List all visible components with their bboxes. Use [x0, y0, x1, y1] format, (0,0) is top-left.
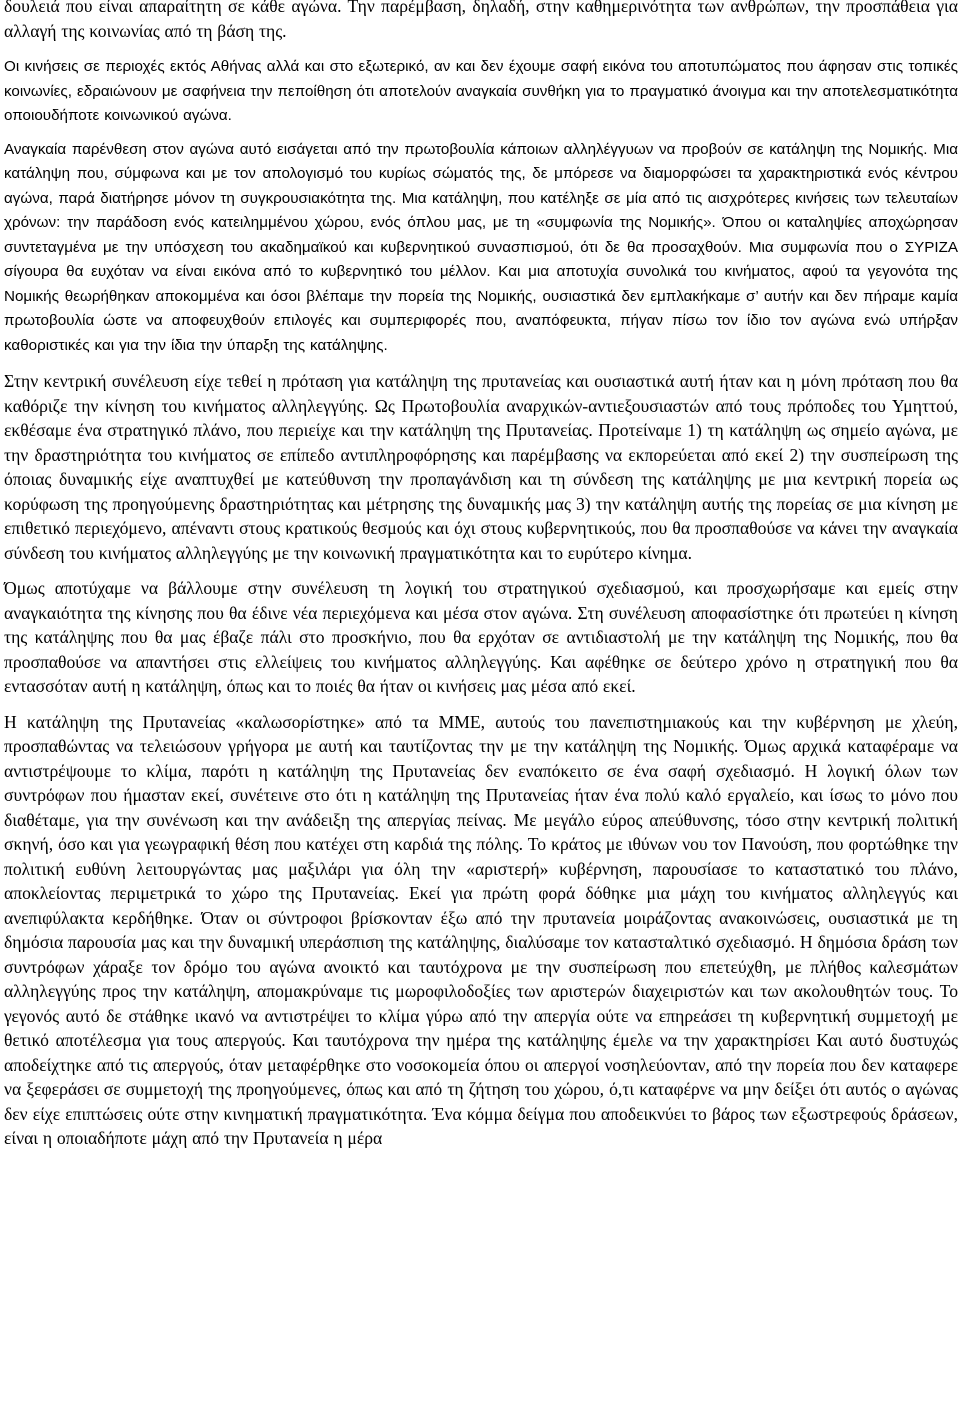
document-page [4, 0, 958, 1151]
paragraph-4: Στην κεντρική συνέλευση είχε τεθεί η πρόταση για κατάληψη της πρυτανείας και ουσιαστικά αυτή ήταν και η μόνη πρόταση που θα καθόριζε την κίνηση του κινήματος αλληλεγγύης. Ως Πρωτοβουλία αναρχικών-αντιεξουσιαστών από τους πρόποδες του Υμηττού, εκθέσαμε ένα στρατηγικό πλάνο, που περιείχε και την κατάληψη της Πρυτανείας. Προτείναμε 1) τη κατάληψη ως σημείο αγώνα, με την δραστηριότητα του κινήματος σε επίπεδο αντιπληροφόρησης και παρέμβασης να εκπορεύεται από εκεί 2) την συσπείρωση της όποιας δυναμικής είχε αναπτυχθεί με κατεύθυνση την προπαγάνδιση και τη σύνδεση της κατάληψης με μια κεντρική πορεία ως κορύφωση της προηγούμενης δραστηριότητας και μέτρησης της δυναμικής μας 3) την κατάληψη αυτής της πορείας σε μια κίνηση με επιθετικό περιεχόμενο, απέναντι στους κρατικούς θεσμούς και όχι στους κυβερνητικούς, που θα προσπαθούσε να κάνει την αναγκαία σύνδεση του κινήματος αλληλεγγύης με την κοινωνική πραγματικότητα και το ευρύτερο κίνημα. [4, 371, 958, 563]
paragraph-1: δουλειά που είναι απαραίτητη σε κάθε αγώνα. Την παρέμβαση, δηλαδή, στην καθημερινότητα των ανθρώπων, την προσπάθεια για αλλαγή της κοινωνίας από τη βάση της. [4, 0, 958, 41]
paragraph-2: Οι κινήσεις σε περιοχές εκτός Αθήνας αλλά και στο εξωτερικό, αν και δεν έχουμε σαφή εικόνα του αποτυπώματος που άφησαν στις τοπικές κοινωνίες, εδραιώνουν με σαφήνεια την πεποίθηση ότι αποτελούν αναγκαία συνθήκη για το πραγματικό άνοιγμα και την αποτελεσματικότητα οποιουδήποτε κοινωνικού αγώνα. [4, 58, 958, 124]
paragraph-3: Αναγκαία παρένθεση στον αγώνα αυτό εισάγεται από την πρωτοβουλία κάποιων αλληλέγγυων να προβούν σε κατάληψη της Νομικής. Μια κατάληψη που, σύμφωνα και με τον απολογισμό του κυρίως σώματός της, δε μπόρεσε να διαμορφώσει τα χαρακτηριστικά ενός κέντρου αγώνα, παρά διατήρησε μόνον τη συγκρουσιακότητα της. Μια κατάληψη, που κατέληξε σε μία από τις αισχρότερες κινήσεις των τελευταίων χρόνων: την παράδοση ενός κατειλημμένου χώρου, ενός όπλου μας, με τη «συμφωνία της Νομικής». Όπου οι καταληψίες αποχώρησαν συντεταγμένα με την υπόσχεση του ακαδημαϊκού και κυβερνητικού συνασπισμού, ότι δε θα προσαχθούν. Μια συμφωνία που ο ΣΥΡΙΖΑ σίγουρα θα ευχόταν να είναι εικόνα από το κυβερνητικό του μέλλον. Και μια αποτυχία συνολικά του κινήματος, αφού τα γεγονότα της Νομικής θεωρήθηκαν αποκομμένα και όσοι βλέπαμε την πορεία της Νομικής, ουσιαστικά δεν εμπλακήκαμε σ’ αυτήν και δεν πήραμε καμία πρωτοβουλία ώστε να αποφευχθούν επιλογές και συμπεριφορές που, αναπόφευκτα, πήγαν πίσω τον ίδιο τον αγώνα ενώ υπήρξαν καθοριστικές και για την ίδια την ύπαρξη της κατάληψης. [4, 140, 958, 354]
paragraph-5: Όμως αποτύχαμε να βάλλουμε στην συνέλευση τη λογική του στρατηγικού σχεδιασμού, και προσχωρήσαμε και εμείς στην αναγκαιότητα της κίνησης που θα έδινε νέα περιεχόμενα και μέσα στον αγώνα. Στη συνέλευση αποφασίστηκε ότι πρωτεύει η κίνηση της κατάληψης που θα μας έβαζε πάλι στο προσκήνιο, που θα ερχόταν σε αντιδιαστολή με την κατάληψη της Νομικής, που θα προσπαθούσε να απαντήσει στις ελλείψεις του κινήματος αλληλεγγύης. Και αφέθηκε σε δεύτερο χρόνο η στρατηγική που θα εντασσόταν αυτή η κατάληψη, όπως και το ποιές θα ήταν οι κινήσεις μας μέσα από εκεί. [4, 578, 958, 696]
paragraph-6: Η κατάληψη της Πρυτανείας «καλωσορίστηκε» από τα ΜΜΕ, αυτούς του πανεπιστημιακούς και την κυβέρνηση με χλεύη, προσπαθώντας να τελειώσουν γρήγορα με αυτή και ταυτίζοντας την με την κατάληψη της Νομικής. Όμως αρχικά καταφέραμε να αντιστρέψουμε το κλίμα, παρότι η κατάληψη της Πρυτανείας δεν εναπόκειτο σε ένα σαφή σχεδιασμό. Η λογική όλων των συντρόφων που ήμασταν εκεί, συνέτεινε στο ότι η κατάληψη της Πρυτανείας ήταν ένα πολύ καλό εργαλείο, και ίσως το μόνο που διαθέταμε, για την συνένωση και την ανάδειξη της απεργίας πείνας. Με μεγάλο εύρος απεύθυνσης, τόσο στην κεντρική πολιτική σκηνή, όσο και για γεωγραφική θέση που κατέχει στη καρδιά της πόλης. Το κράτος με ιθύνων νου τον Πανούση, που φορτώθηκε την πολιτική ευθύνη λειτουργώντας μας μαξιλάρι για όλη την «αριστερή» κυβέρνηση, παρουσίασε το καταστατικό του πλάνο, αποκλείοντας περιμετρικά το χώρο της Πρυτανείας. Εκεί για πρώτη φορά δόθηκε μια μάχη του κινήματος αλληλεγγύς και ανεπιφύλακτα κερδήθηκε. Όταν οι σύντροφοι βρίσκονταν έξω από την πρυτανεία μοιράζοντας ανακοινώσεις, ουσιαστικά με τη δημόσια παρουσία μας και την δυναμική υπεράσπιση της κατάληψης, διαλύσαμε τον κατασταλτικό σχεδιασμό. Η δημόσια δράση των συντρόφων χάραξε τον δρόμο του αγώνα ανοικτό και ταυτόχρονα με την συσπείρωση που επετεύχθη, με πλήθος καλεσμάτων αλληλεγγύης προς την κατάληψη, απομακρύναμε τις μωροφιλοδοξίες των αριστερών διαχειριστών και των ακολουθητών τους. Το γεγονός αυτό δε στάθηκε ικανό να αντιστρέψει το κλίμα γύρω από την απεργία ούτε να επηρεάσει τη κυβερνητική συμμετοχή με θετικό αποτέλεσμα για τους απεργούς. Και ταυτόχρονα την ημέρα της κατάληψης έμελε να την χαρακτηρίσει Και αυτό δυστυχώς αποδείχτηκε από τις απεργούς, όταν μεταφέρθηκε στο νοσοκομεία όπου οι απεργοί νοσηλεύονταν, από την πορεία που δεν καταφερε να ξεφεράσει σε συμμετοχή της προηγούμενες, όπως και από τη ζήτηση του χώρου, ό,τι καταφέρνε να μην δείξει ότι αυτός ο αγώνας δεν είχε επιπτώσεις ούτε στην κινηματική πραγματικότητα. Ένα κόμμα δείγμα που αποδεικνύει το βάρος των εξωστρεφούς δράσεων, είναι η οποιαδήποτε μάχη από την Πρυτανεία η μέρα [4, 711, 958, 1148]
